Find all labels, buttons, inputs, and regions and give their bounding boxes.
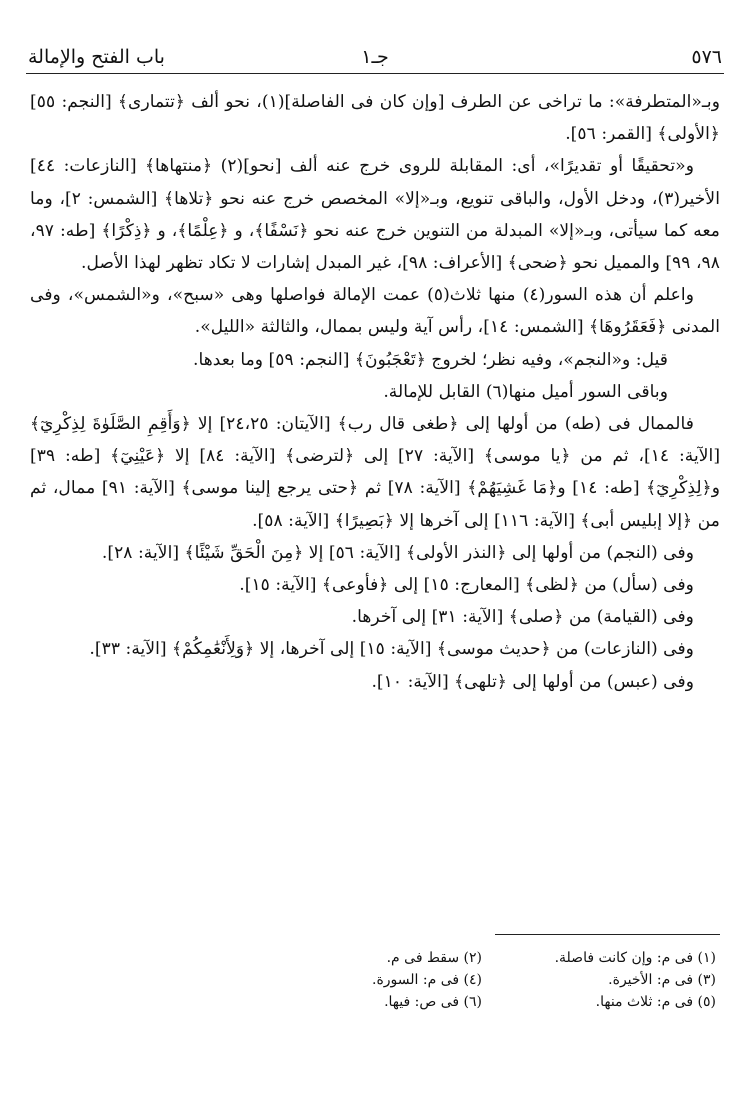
paragraph: وفى (عبس) من أولها إلى ﴿تلهى﴾ [الآية: ١٠]. bbox=[371, 671, 694, 692]
footnotes bbox=[248, 948, 716, 1012]
paragraph: واعلم أن هذه السور(٤) منها ثلاث(٥) عمت الإمالة فواصلها وهى «سبح»، و«الشمس»، وفى المدنى ﴿فَعَقَرُوهَا﴾ [الشمس: ١٤]، رأس آية وليس بممال، والثالثة «الليل». bbox=[30, 285, 720, 338]
paragraph: فالممال فى (طه) من أولها إلى ﴿طغى قال رب﴾ [الآيتان: ٢٤،٢٥] إلا ﴿وَأَقِمِ الصَّلَوٰةَ لِذِكْرِيٓ﴾ [الآية: ١٤]، ثم من ﴿يا موسى﴾ [الآية: ٢٧] إلى ﴿لترضى﴾ [الآية: ٨٤] إلا ﴿عَيْنِيٓ﴾ [طه: ٣٩] و﴿لِذِكْرِيٓ﴾ [طه: ١٤] و﴿مَا غَشِيَهُمْ﴾ [الآية: ٧٨] ثم ﴿حتى يرجع إلينا موسى﴾ [الآية: ٩١] ممال، ثم من ﴿إلا إبليس أبى﴾ [الآية: ١١٦] إلى آخرها إلا ﴿بَصِيرًا﴾ [الآية: ٥٨]. bbox=[30, 414, 721, 531]
page-number: ٥٧٦ bbox=[691, 46, 722, 68]
volume-label: جـ١ bbox=[361, 46, 389, 68]
header-divider bbox=[26, 73, 724, 74]
page-header bbox=[28, 40, 722, 68]
main-text bbox=[30, 86, 720, 698]
chapter-title: باب الفتح والإمالة bbox=[28, 46, 165, 68]
paragraph: وفى (سأل) من ﴿لظى﴾ [المعارج: ١٥] إلى ﴿فأوعى﴾ [الآية: ١٥]. bbox=[239, 575, 694, 596]
paragraph: وفى (القيامة) من ﴿صلى﴾ [الآية: ٣١] إلى آخرها. bbox=[351, 607, 694, 628]
paragraph: و«تحقيقًا أو تقديرًا»، أى: المقابلة للروى خرج عنه ألف [نحو](٢) ﴿منتهاها﴾ [النازعات: ٤٤] الأخير(٣)، ودخل الأول، والباقى تنويع، وبـ«إلا» المخصص خرج عنه نحو ﴿تلاها﴾ [الشمس: ٢]، وما معه كما سيأتى، وبـ«إلا» المبدلة من التنوين خرج عنه نحو ﴿نَسْفًا﴾، و ﴿عِلْمًا﴾، و ﴿ذِكْرًا﴾ [طه: ٩٧، ٩٨، ٩٩] والمميل نحو ﴿ضحى﴾ [الأعراف: ٩٨]، غير المبدل إشارات لا تكاد تظهر لهذا الأصل. bbox=[30, 156, 720, 274]
paragraph: وباقى السور أميل منها(٦) القابل للإمالة. bbox=[383, 381, 668, 402]
footnote: (٢) سقط فى م. bbox=[386, 950, 482, 966]
footnote: (٤) فى م: السورة. bbox=[372, 972, 482, 988]
footnote: (١) فى م: وإن كانت فاصلة. bbox=[554, 950, 716, 966]
paragraph: وفى (النازعات) من ﴿حديث موسى﴾ [الآية: ١٥] إلى آخرها، إلا ﴿وَلِأَنْعَٰمِكُمْ﴾ [الآية: ٣٣]. bbox=[89, 639, 694, 660]
footnote: (٦) فى ص: فيها. bbox=[384, 994, 482, 1010]
footnote-divider bbox=[495, 934, 720, 935]
paragraph: وفى (النجم) من أولها إلى ﴿النذر الأولى﴾ [الآية: ٥٦] إلا ﴿مِنَ الْحَقِّ شَيْئًا﴾ [الآية: ٢٨]. bbox=[101, 542, 694, 563]
footnote: (٣) فى م: الأخيرة. bbox=[608, 972, 716, 988]
paragraph: وبـ«المتطرفة»: ما تراخى عن الطرف [وإن كان فى الفاصلة](١)، نحو ألف ﴿تتمارى﴾ [النجم: ٥٥] ﴿الأولى﴾ [القمر: ٥٦]. bbox=[30, 92, 721, 145]
paragraph: قيل: و«النجم»، وفيه نظر؛ لخروج ﴿تَعْجَبُونَ﴾ [النجم: ٥٩] وما بعدها. bbox=[193, 349, 668, 370]
footnote: (٥) فى م: ثلاث منها. bbox=[595, 994, 716, 1010]
